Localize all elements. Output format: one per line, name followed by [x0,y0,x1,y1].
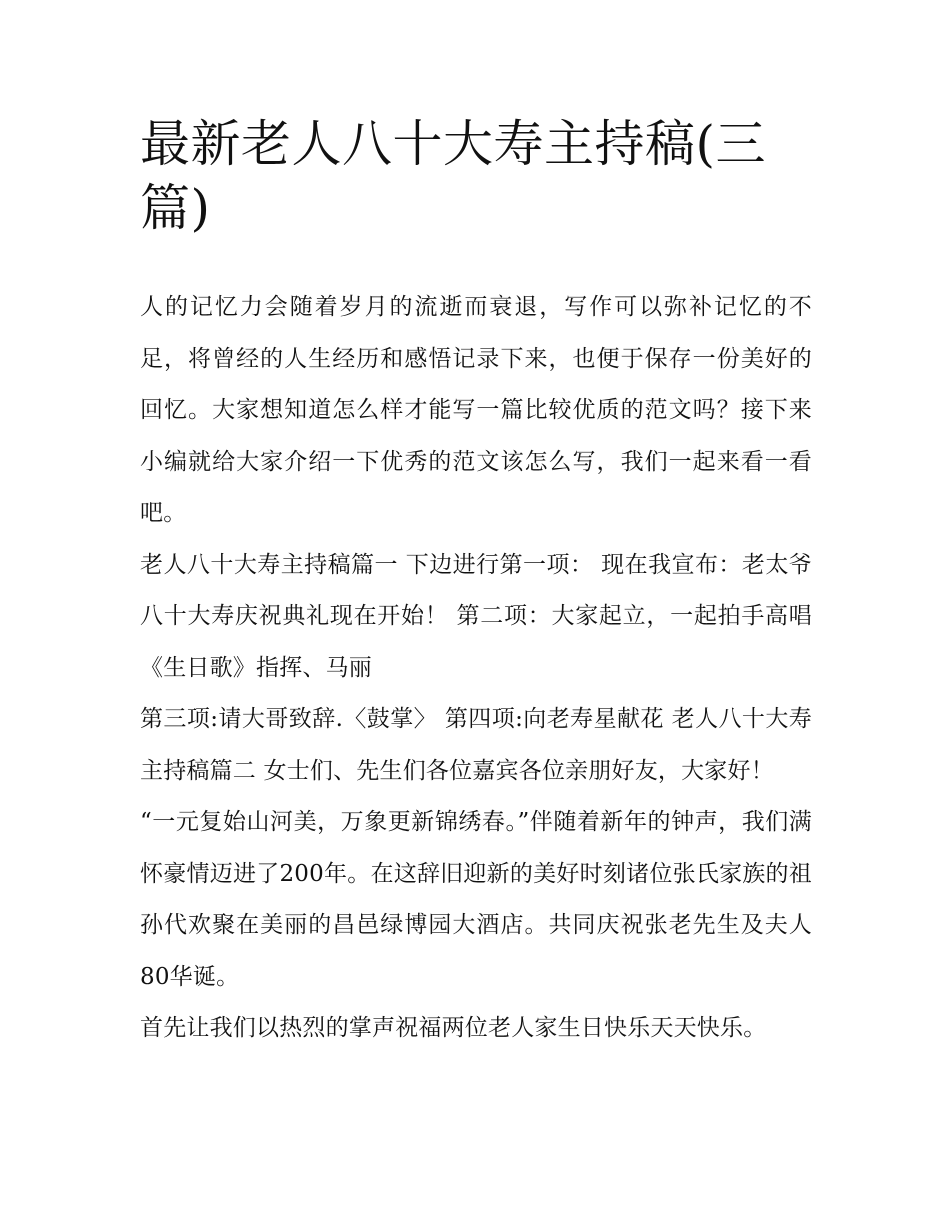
host-script-paragraph-4: 首先让我们以热烈的掌声祝福两位老人家生日快乐天天快乐。 [140,1015,767,1041]
host-script-paragraph-1: 老人八十大寿主持稿篇一 下边进行第一项： 现在我宣布：老太爷八十大寿庆祝典礼现在开始！ 第二项：大家起立，一起拍手高唱《生日歌》指挥、马丽 [140,551,812,681]
page-title: 最新老人八十大寿主持稿(三篇) [140,115,767,237]
host-script-paragraph-2: 第三项:请大哥致辞.〈鼓掌〉 第四项:向老寿星献花 老人八十大寿主持稿篇二 女士们、先生们各位嘉宾各位亲朋好友，大家好！ [140,706,812,784]
paragraph-list [140,282,812,1055]
intro-paragraph: 人的记忆力会随着岁月的流逝而衰退，写作可以弥补记忆的不足，将曾经的人生经历和感悟记录下来，也便于保存一份美好的回忆。大家想知道怎么样才能写一篇比较优质的范文吗？接下来小编就给大家介绍一下优秀的范文该怎么写，我们一起来看一看吧。 [140,294,812,526]
document-body [140,112,812,1055]
host-script-paragraph-3: “一元复始山河美，万象更新锦绣春。”伴随着新年的钟声，我们满怀豪情迈进了200年。在这辞旧迎新的美好时刻诸位张氏家族的祖孙代欢聚在美丽的昌邑绿博园大酒店。共同庆祝张老先生及夫人80华诞。 [140,809,812,990]
